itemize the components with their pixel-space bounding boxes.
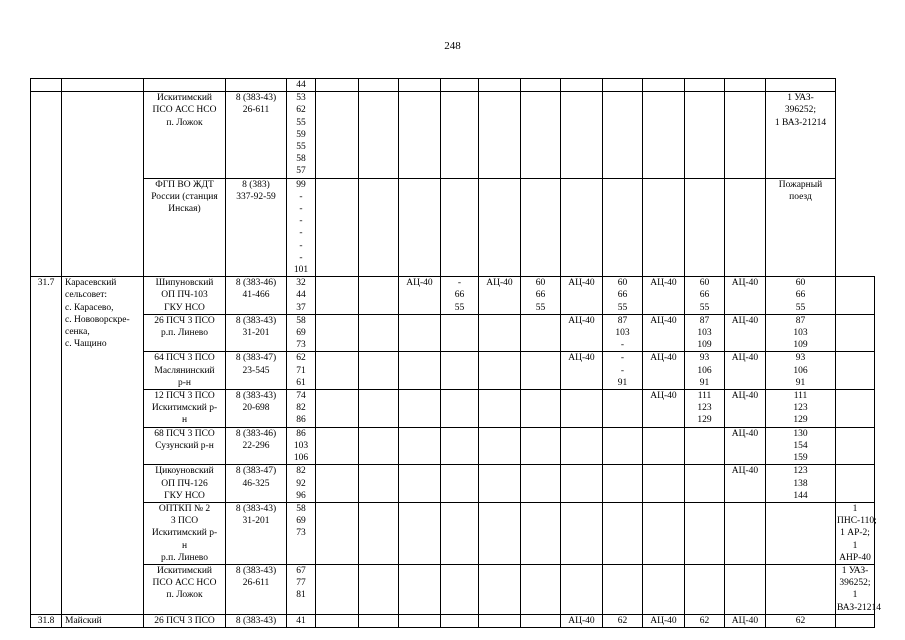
unit-cell <box>144 79 226 92</box>
vehicle-type-cell: АЦ-40 <box>725 614 766 627</box>
eta-cell: - - 91 <box>603 352 643 390</box>
eta-cell: 93 106 91 <box>766 352 836 390</box>
table-row <box>31 614 875 627</box>
unit-cell: 64 ПСЧ 3 ПСО Маслянинский р-н <box>144 352 226 390</box>
eta-cell: 60 66 55 <box>766 277 836 315</box>
note-cell <box>836 465 875 503</box>
phone-cell: 8 (383-43) 26-611 <box>226 564 287 614</box>
unit-cell: Искитимский ПСО АСС НСО п. Ложок <box>144 564 226 614</box>
unit-cell: 26 ПСЧ 3 ПСО <box>144 614 226 627</box>
unit-cell: 26 ПСЧ 3 ПСО р.п. Линево <box>144 314 226 352</box>
note-cell <box>836 277 875 315</box>
eta-cell: 87 103 - <box>603 314 643 352</box>
note-cell: 1 ПНС-110; 1 АР-2; 1 АНР-40 <box>837 503 877 563</box>
table-row <box>31 390 875 428</box>
eta-cell: 60 66 55 <box>603 277 643 315</box>
vehicle-type-cell: АЦ-40 <box>561 614 603 627</box>
unit-cell: ФГП ВО ЖДТ России (станция Инская) <box>144 178 226 277</box>
distance-cell: 67 77 81 <box>287 564 316 614</box>
phone-cell: 8 (383-46) 41-466 <box>226 277 287 315</box>
distance-cell: 99 - - - - - - 101 <box>287 178 316 277</box>
table-row <box>31 427 875 465</box>
vehicle-table <box>30 78 882 628</box>
distance-cell: 62 71 61 <box>287 352 316 390</box>
settlement-cell <box>62 92 144 277</box>
phone-cell: 8 (383-43) 26-611 <box>226 92 287 178</box>
table-row <box>31 314 875 352</box>
eta-cell: 62 <box>603 614 643 627</box>
vehicle-type-cell: АЦ-40 <box>725 352 766 390</box>
eta-cell: 93 106 91 <box>685 352 725 390</box>
note-cell: 1 УАЗ- 396252; 1 ВАЗ-21214 <box>837 565 882 613</box>
vehicle-type-cell: АЦ-40 <box>479 277 521 315</box>
distance-cell: 32 44 37 <box>287 277 316 315</box>
table-row <box>31 465 875 503</box>
vehicle-type-cell: АЦ-40 <box>643 390 685 428</box>
settlement-cell <box>62 79 144 92</box>
row-number-cell <box>31 92 62 277</box>
eta-cell: 111 123 129 <box>685 390 725 428</box>
distance-cell: 53 62 55 59 55 58 57 <box>287 92 316 178</box>
vehicle-type-cell: АЦ-40 <box>725 465 766 503</box>
vehicle-type-cell: АЦ-40 <box>643 614 685 627</box>
note-cell: Пожарный поезд <box>766 178 836 277</box>
phone-cell: 8 (383-47) 46-325 <box>226 465 287 503</box>
vehicle-type-cell: АЦ-40 <box>643 277 685 315</box>
distance-cell: 74 82 86 <box>287 390 316 428</box>
note-cell <box>836 314 875 352</box>
vehicle-type-cell: АЦ-40 <box>561 352 603 390</box>
unit-cell: Искитимский ПСО АСС НСО п. Ложок <box>144 92 226 178</box>
note-cell <box>836 352 875 390</box>
table-body <box>31 79 882 628</box>
vehicle-type-cell: АЦ-40 <box>725 314 766 352</box>
note-cell <box>836 427 875 465</box>
settlement-cell: Майский <box>62 614 144 627</box>
value-cell: 44 <box>287 79 316 92</box>
eta-cell: 111 123 129 <box>766 390 836 428</box>
phone-cell: 8 (383-43) 20-698 <box>226 390 287 428</box>
phone-cell: 8 (383-46) 22-296 <box>226 427 287 465</box>
eta-cell: - 66 55 <box>441 277 479 315</box>
table-row <box>31 277 875 315</box>
table-row <box>31 502 875 564</box>
eta-cell: 62 <box>685 614 725 627</box>
vehicle-type-cell: АЦ-40 <box>725 390 766 428</box>
unit-cell: Шипуновский ОП ПЧ-103 ГКУ НСО <box>144 277 226 315</box>
page-number: 248 <box>444 40 461 52</box>
phone-cell <box>226 79 287 92</box>
phone-cell: 8 (383) 337-92-59 <box>226 178 287 277</box>
eta-cell: 130 154 159 <box>766 427 836 465</box>
eta-cell: 62 <box>766 614 836 627</box>
note-cell <box>836 614 875 627</box>
vehicle-type-cell: АЦ-40 <box>643 314 685 352</box>
vehicle-type-cell: АЦ-40 <box>725 277 766 315</box>
eta-cell: 60 66 55 <box>521 277 561 315</box>
note-cell: 1 УАЗ- 396252; 1 ВАЗ-21214 <box>766 92 836 178</box>
table-row <box>31 352 875 390</box>
table-row <box>31 79 875 92</box>
phone-cell: 8 (383-43) <box>226 614 287 627</box>
unit-cell: 12 ПСЧ 3 ПСО Искитимский р- н <box>144 390 226 428</box>
table-row <box>31 564 875 614</box>
row-number-cell: 31.8 <box>31 614 62 627</box>
distance-cell: 82 92 96 <box>287 465 316 503</box>
settlement-cell: Карасевский сельсовет: с. Карасево, с. Нововорскре- сенка, с. Чащино <box>62 277 144 614</box>
row-number-cell: 31.7 <box>31 277 62 614</box>
vehicle-type-cell: АЦ-40 <box>561 277 603 315</box>
phone-cell: 8 (383-43) 31-201 <box>226 502 287 564</box>
unit-cell: ОПТКП № 2 3 ПСО Искитимский р- н р.п. Линево <box>144 502 226 564</box>
vehicle-type-cell: АЦ-40 <box>399 277 441 315</box>
vehicle-type-cell: АЦ-40 <box>561 314 603 352</box>
phone-cell: 8 (383-47) 23-545 <box>226 352 287 390</box>
eta-cell: 87 103 109 <box>685 314 725 352</box>
unit-cell: 68 ПСЧ 3 ПСО Сузунский р-н <box>144 427 226 465</box>
distance-cell: 41 <box>287 614 316 627</box>
eta-cell: 60 66 55 <box>685 277 725 315</box>
row-number-cell <box>31 79 62 92</box>
table-row <box>31 92 875 178</box>
distance-cell: 58 69 73 <box>287 314 316 352</box>
vehicle-type-cell: АЦ-40 <box>643 352 685 390</box>
eta-cell: 87 103 109 <box>766 314 836 352</box>
eta-cell: 123 138 144 <box>766 465 836 503</box>
vehicle-type-cell: АЦ-40 <box>725 427 766 465</box>
unit-cell: Цикоуновский ОП ПЧ-126 ГКУ НСО <box>144 465 226 503</box>
note-cell <box>836 390 875 428</box>
table-row <box>31 178 875 277</box>
distance-cell: 86 103 106 <box>287 427 316 465</box>
distance-cell: 58 69 73 <box>287 502 316 564</box>
phone-cell: 8 (383-43) 31-201 <box>226 314 287 352</box>
